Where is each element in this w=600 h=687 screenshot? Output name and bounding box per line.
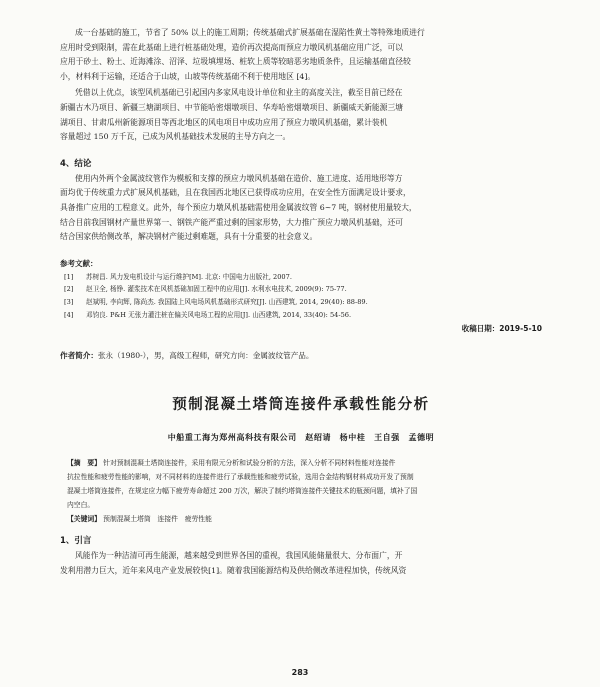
text-line: 新疆古木乃项目、新疆三塘湖项目、中节能哈密烟墩项目、华寿哈密烟墩项目、新疆威天新能源三塘 bbox=[60, 102, 404, 112]
keywords-tag: 【关键词】 bbox=[67, 515, 101, 524]
abstract-line: 内空白。 bbox=[67, 501, 95, 510]
text-line: 应用时受到限制，需在此基础上进行桩基础处理，造价再次提高而预应力墩风机基础应用广泛，可以 bbox=[60, 42, 404, 52]
abstract-line: 【摘 要】 针对预制混凝土塔筒连接件，采用有限元分析和试验分析的方法，深入分析不同材料性能对连接件 bbox=[67, 459, 396, 468]
received-date: 收稿日期：2019-5-10 bbox=[461, 324, 542, 334]
text-line: 成一台基础的施工，节省了 50% 以上的施工周期；传统基础式扩展基础在湿陷性黄土等特殊地质进行 bbox=[75, 28, 425, 37]
text-line: 结合目前我国钢材产量世界第一、钢铁产能严重过剩的国家形势，大力推广预应力墩风机基础，还可 bbox=[60, 217, 404, 227]
reference-item: [1] 苏树昌. 风力发电机设计与运行维护[M]. 北京: 中国电力出版社, 2007. bbox=[64, 272, 292, 281]
author-bio-label: 作者简介： bbox=[60, 351, 98, 361]
text-line: 发利用潜力巨大，近年来风电产业发展较快[1]。随着我国能源结构及供给侧改革进程加快，传统风资 bbox=[60, 565, 407, 575]
paragraph-conclusion bbox=[60, 172, 542, 245]
paragraph-application-projects bbox=[60, 86, 542, 144]
text-line: 容量超过 150 万千瓦，已成为风机基础技术发展的主导方向之一。 bbox=[60, 132, 291, 142]
paragraph-introduction bbox=[60, 549, 542, 578]
text-line: 结合国家供给侧改革，解决钢材产能过剩难题，具有十分重要的社会意义。 bbox=[60, 232, 318, 242]
reference-list bbox=[60, 271, 542, 321]
keywords-line bbox=[67, 512, 542, 526]
text-line: 使用内外两个金属波纹管作为模板和支撑的预应力墩风机基础在造价、施工进度、适用地形等方 bbox=[75, 173, 403, 183]
text-line: 具备推广应用的工程意义。此外，每个预应力墩风机基础需使用金属波纹管 6~7 吨，钢材使用量较大， bbox=[60, 202, 417, 212]
text-line: 面均优于传统重力式扩展风机基础，且在我国西北地区已获得成功应用，在安全性方面满足设计要求， bbox=[60, 188, 411, 198]
text-line: 风能作为一种洁清可再生能源，越来越受到世界各国的重视，我国风能储量很大、分布面广，开 bbox=[75, 551, 403, 561]
author-bio bbox=[60, 350, 542, 361]
section-heading-introduction: 1、引言 bbox=[60, 536, 92, 547]
paragraph-foundation-advantages bbox=[60, 26, 542, 84]
reference-item: [3] 赵斌明, 李向辉, 陈尚杰. 我国陆上风电场风机基础形式研究[J]. 山西建筑, 2014, 29(40): 88-89. bbox=[64, 297, 368, 306]
text-line: 小，材料利于运输，还适合于山坡，山坡等传统基础不利于使用地区 [4]。 bbox=[60, 71, 316, 81]
keywords-text: 预制混凝土塔筒 连接件 疲劳性能 bbox=[103, 515, 212, 524]
article-title: 预制混凝土塔筒连接件承载性能分析 bbox=[172, 397, 430, 414]
abstract-tag: 【摘 要】 bbox=[67, 459, 101, 468]
text-line: 凭借以上优点，该型风机基础已引起国内多家风电设计单位和业主的高度关注，截至目前已经在 bbox=[75, 88, 403, 98]
section-heading-conclusion: 4、结论 bbox=[60, 158, 92, 169]
text-line: 湖项目、甘肃瓜州新能源项目等西北地区的风电项目中成功应用了预应力墩风机基础，累计装机 bbox=[60, 117, 388, 127]
author-bio-text: 张永（1980-），男，高级工程师，研究方向：金属波纹管产品。 bbox=[97, 351, 314, 361]
reference-item: [2] 赵卫全, 杨铮. 灌浆技术在风机基础加固工程中的应用[J]. 水利水电技术, 2009(9): 75-77. bbox=[64, 285, 347, 294]
article-authors: 中船重工海为郑州高科技有限公司 赵绍请 杨中桂 王自强 孟德明 bbox=[167, 432, 435, 443]
page-number: 283 bbox=[291, 668, 309, 677]
text-line: 应用于砂土、粉土、近海滩涂、沼泽、垃圾填埋场、桩软上质等较暗恶劣地质条件，且运输基础直径较 bbox=[60, 57, 411, 67]
abstract-line: 混凝土塔筒连接件，在规定应力幅下疲劳寿命超过 200 万次，解决了制约塔筒连接件关键技术的瓶颈问题，填补了国 bbox=[67, 487, 418, 496]
page-content bbox=[60, 26, 542, 578]
abstract-line: 抗拉性能和疲劳性能的影响，对不同材料的连接件进行了承载性能和疲劳试验，选用合金结构钢材料成功开发了预制 bbox=[67, 473, 414, 482]
references-heading: 参考文献： bbox=[60, 258, 98, 268]
abstract-block bbox=[60, 456, 542, 526]
reference-item: [4] 邓钧良. P&H 无张力灌注桩在偏关风电场工程的应用[J]. 山西建筑, 2014, 33(40): 54-56. bbox=[64, 310, 352, 319]
